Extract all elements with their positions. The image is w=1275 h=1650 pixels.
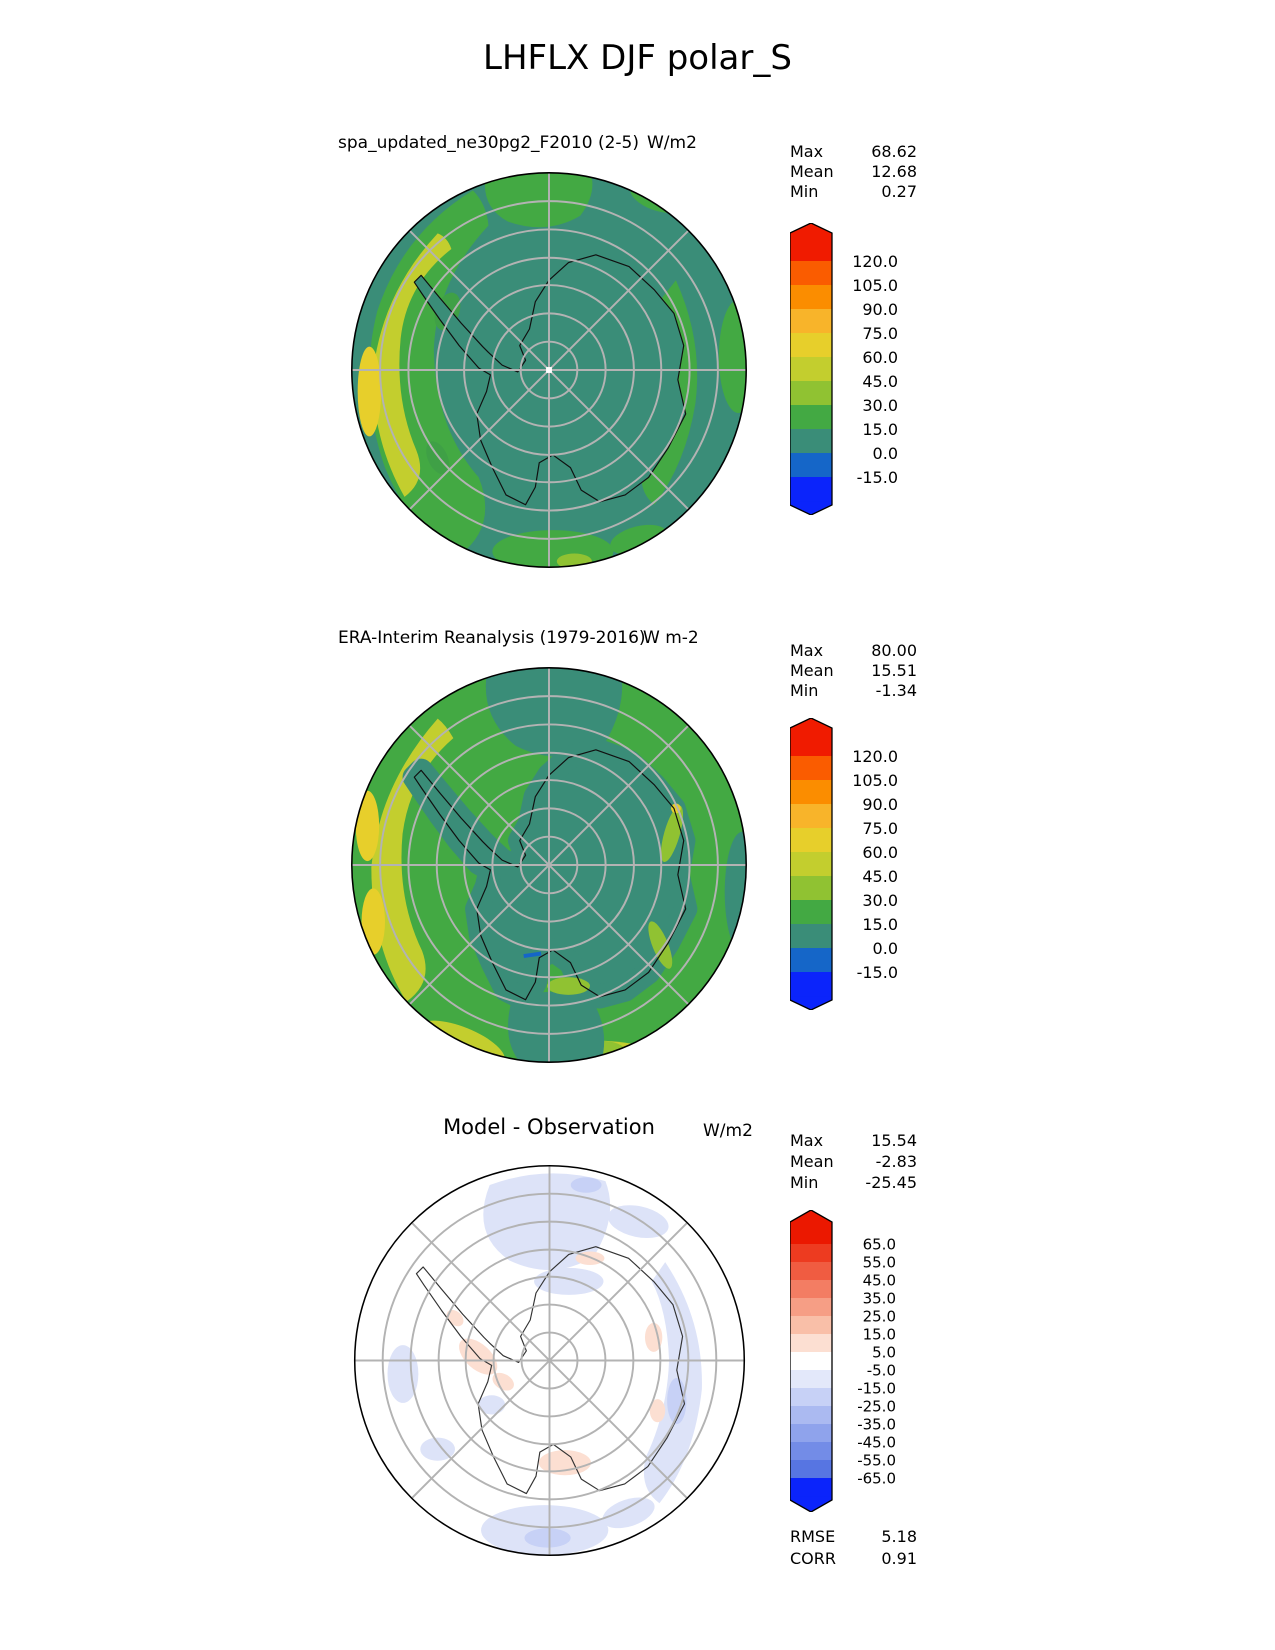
stat-row	[790, 142, 917, 162]
stat-value: 0.91	[881, 1549, 917, 1568]
stat-row	[790, 1548, 917, 1570]
stat-label: RMSE	[790, 1527, 836, 1546]
obs-polar-map	[344, 660, 754, 1070]
stat-value: 5.18	[881, 1527, 917, 1546]
stat-label: Mean	[790, 661, 834, 680]
svg-text:90.0: 90.0	[862, 299, 898, 319]
stat-value: 0.27	[881, 182, 917, 201]
model-colorbar	[790, 223, 904, 519]
stat-value: -2.83	[875, 1152, 917, 1171]
stat-row	[790, 1130, 917, 1151]
model-panel-title: spa_updated_ne30pg2_F2010 (2-5)	[338, 133, 639, 153]
svg-text:5.0: 5.0	[872, 1343, 896, 1362]
colorbar-svg	[790, 718, 904, 1010]
stat-row	[790, 1172, 917, 1193]
svg-text:-55.0: -55.0	[857, 1451, 896, 1470]
stat-row	[790, 1526, 917, 1548]
svg-text:-25.0: -25.0	[857, 1397, 896, 1416]
stat-value: -1.34	[875, 681, 917, 700]
svg-text:15.0: 15.0	[862, 1325, 896, 1344]
svg-text:15.0: 15.0	[862, 914, 898, 934]
graticule	[355, 1166, 745, 1556]
diff-polar-map	[347, 1158, 752, 1563]
diff-panel-title: Model - Observation	[443, 1115, 655, 1139]
svg-text:-15.0: -15.0	[856, 962, 898, 982]
obs-stats	[790, 641, 917, 701]
stat-value: 12.68	[871, 162, 917, 181]
diff-units-label: W/m2	[703, 1121, 753, 1141]
stat-label: Mean	[790, 1152, 834, 1171]
svg-text:35.0: 35.0	[862, 1289, 896, 1308]
stat-label: CORR	[790, 1549, 836, 1568]
svg-text:25.0: 25.0	[862, 1307, 896, 1326]
svg-text:60.0: 60.0	[862, 842, 898, 862]
svg-text:75.0: 75.0	[862, 323, 898, 343]
stat-label: Max	[790, 142, 824, 161]
stat-value: 68.62	[871, 142, 917, 161]
svg-text:105.0: 105.0	[852, 770, 898, 790]
svg-text:90.0: 90.0	[862, 794, 898, 814]
pole-marker	[546, 367, 552, 373]
stat-value: -25.45	[865, 1173, 917, 1192]
stat-label: Min	[790, 182, 819, 201]
diff-colorbar	[790, 1210, 902, 1516]
stat-label: Max	[790, 1131, 824, 1150]
svg-text:105.0: 105.0	[852, 275, 898, 295]
stat-value: 15.54	[871, 1131, 917, 1150]
svg-text:65.0: 65.0	[862, 1235, 896, 1254]
svg-text:30.0: 30.0	[862, 395, 898, 415]
svg-text:-15.0: -15.0	[856, 467, 898, 487]
svg-text:-5.0: -5.0	[866, 1361, 896, 1380]
svg-text:0.0: 0.0	[872, 938, 898, 958]
obs-units-label: W m-2	[643, 628, 699, 648]
svg-text:45.0: 45.0	[862, 866, 898, 886]
svg-text:120.0: 120.0	[852, 251, 898, 271]
stat-label: Min	[790, 681, 819, 700]
obs-colorbar	[790, 718, 904, 1014]
stat-row	[790, 661, 917, 681]
diff-stats	[790, 1130, 917, 1193]
obs-panel-title: ERA-Interim Reanalysis (1979-2016)	[338, 628, 646, 648]
svg-text:45.0: 45.0	[862, 371, 898, 391]
model-stats	[790, 142, 917, 202]
stat-row	[790, 162, 917, 182]
svg-text:75.0: 75.0	[862, 818, 898, 838]
svg-text:45.0: 45.0	[862, 1271, 896, 1290]
stat-value: 15.51	[871, 661, 917, 680]
svg-text:55.0: 55.0	[862, 1253, 896, 1272]
stat-value: 80.00	[871, 641, 917, 660]
stat-row	[790, 1151, 917, 1172]
svg-text:-65.0: -65.0	[857, 1469, 896, 1488]
diff-metrics	[790, 1526, 917, 1570]
colorbar-svg	[790, 223, 904, 515]
svg-text:30.0: 30.0	[862, 890, 898, 910]
svg-text:120.0: 120.0	[852, 746, 898, 766]
svg-text:-35.0: -35.0	[857, 1415, 896, 1434]
svg-text:0.0: 0.0	[872, 443, 898, 463]
model-units-label: W/m2	[647, 133, 697, 153]
svg-text:-15.0: -15.0	[857, 1379, 896, 1398]
stat-row	[790, 182, 917, 202]
stat-label: Mean	[790, 162, 834, 181]
stat-label: Max	[790, 641, 824, 660]
svg-text:15.0: 15.0	[862, 419, 898, 439]
page-title: LHFLX DJF polar_S	[483, 38, 792, 78]
graticule	[352, 668, 746, 1062]
svg-text:-45.0: -45.0	[857, 1433, 896, 1452]
stat-row	[790, 641, 917, 661]
colorbar-svg	[790, 1210, 902, 1512]
model-polar-map	[344, 165, 754, 575]
svg-text:60.0: 60.0	[862, 347, 898, 367]
stat-label: Min	[790, 1173, 819, 1192]
stat-row	[790, 681, 917, 701]
